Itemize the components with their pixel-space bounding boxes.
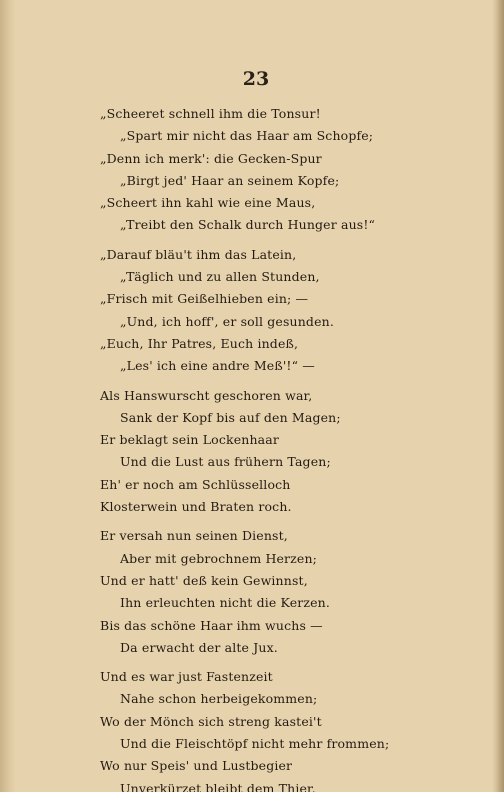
- stanza-1: [100, 103, 400, 237]
- poem-line: „Scheert ihn kahl wie eine Maus,: [100, 195, 316, 211]
- poem-line: „Täglich und zu allen Stunden,: [120, 269, 320, 285]
- poem-line: Und die Fleischtöpf nicht mehr frommen;: [120, 736, 390, 752]
- poem-line: Und es war just Fastenzeit: [100, 669, 273, 685]
- poem-line: Bis das schöne Haar ihm wuchs —: [100, 617, 323, 633]
- poem-line: „Les' ich eine andre Meß'!“ —: [120, 358, 315, 374]
- poem-line: Und die Lust aus frühern Tagen;: [120, 454, 331, 470]
- page-gutter: [0, 0, 16, 792]
- poem-line: Klosterwein und Braten roch.: [100, 499, 292, 515]
- stanza-2: [100, 244, 400, 378]
- stanza-4: [100, 525, 400, 659]
- poem-line: „Treibt den Schalk durch Hunger aus!“: [120, 217, 376, 233]
- poem-line: „Spart mir nicht das Haar am Schopfe;: [120, 128, 374, 144]
- poem-line: Wo der Mönch sich streng kastei't: [100, 713, 322, 729]
- poem-line: Als Hanswurscht geschoren war,: [100, 387, 313, 403]
- poem-line: Aber mit gebrochnem Herzen;: [120, 550, 318, 566]
- poem-line: „Darauf bläu't ihm das Latein,: [100, 246, 297, 262]
- poem-line: Unverkürzet bleibt dem Thier.: [120, 780, 316, 792]
- poem-line: „Scheeret schnell ihm die Tonsur!: [100, 106, 321, 121]
- poem-line: Wo nur Speis' und Lustbegier: [100, 758, 293, 774]
- page-number: 23: [242, 68, 270, 90]
- stanza-3: [100, 385, 400, 519]
- poem-line: „Euch, Ihr Patres, Euch indeß,: [100, 335, 299, 351]
- poem-line: Sank der Kopf bis auf den Magen;: [120, 409, 341, 425]
- poem-line: „Birgt jed' Haar an seinem Kopfe;: [120, 172, 340, 188]
- poem-line: „Und, ich hoff', er soll gesunden.: [120, 313, 334, 329]
- poem-line: „Denn ich merk': die Gecken-Spur: [100, 150, 322, 166]
- poem-line: Und er hatt' deß kein Gewinnst,: [100, 572, 308, 588]
- poem-line: „Frisch mit Geißelhieben ein; —: [100, 291, 309, 307]
- poem-line: Nahe schon herbeigekommen;: [120, 691, 318, 707]
- stanza-5: [100, 666, 400, 792]
- poem-line: Eh' er noch am Schlüsselloch: [100, 476, 291, 492]
- poem-line: Er beklagt sein Lockenhaar: [100, 432, 280, 448]
- poem-line: Da erwacht der alte Jux.: [120, 639, 278, 655]
- poem-line: Ihn erleuchten nicht die Kerzen.: [120, 595, 330, 611]
- poem-text: [100, 103, 400, 792]
- poem-line: Er versah nun seinen Dienst,: [100, 528, 288, 544]
- page-edge: [492, 0, 504, 792]
